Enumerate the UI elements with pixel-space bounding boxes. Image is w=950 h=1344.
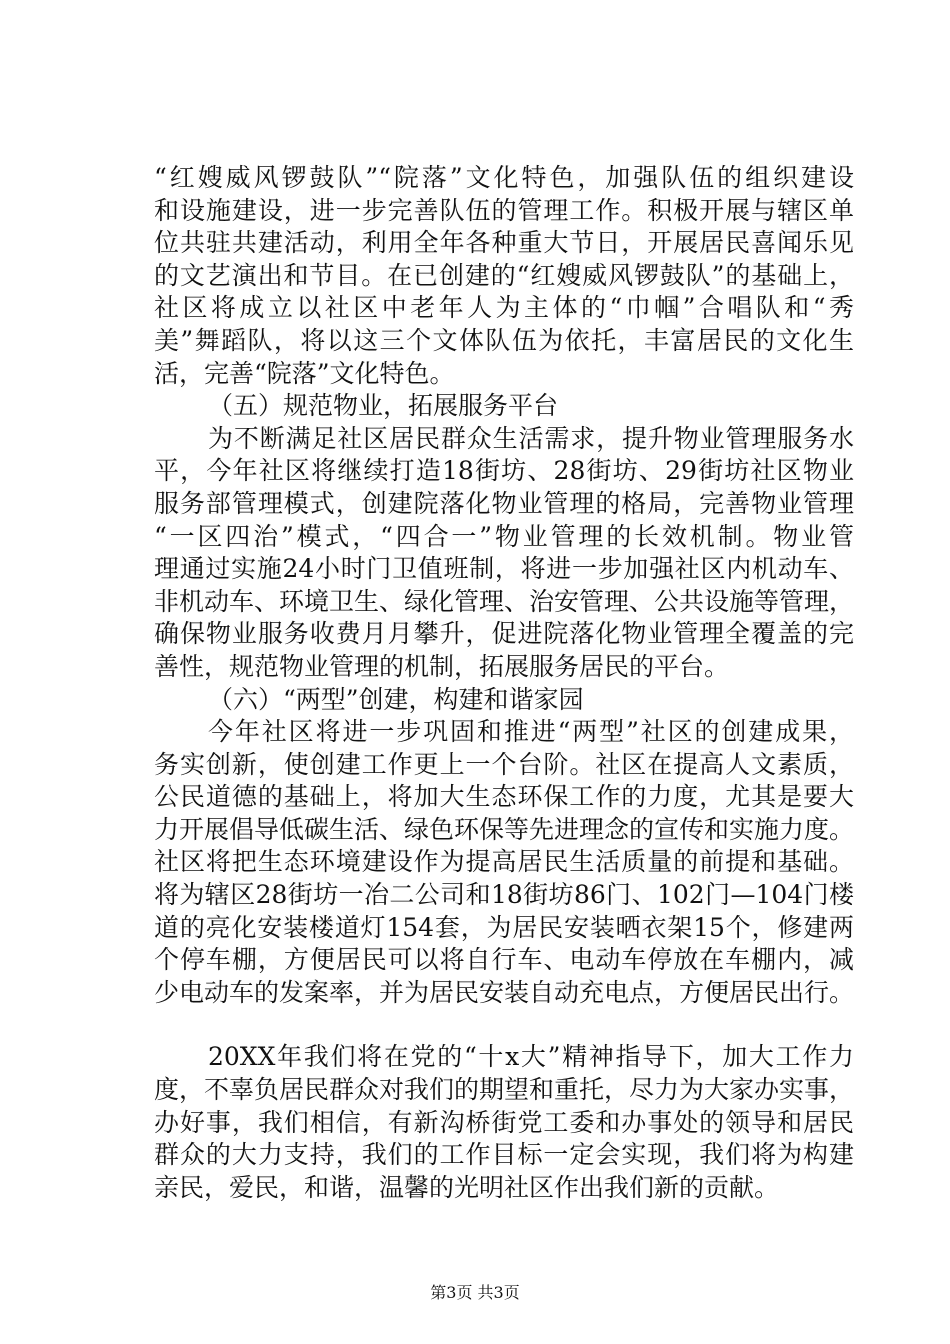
paragraph-line: 力开展倡导低碳生活、绿色环保等先进理念的宣传和实施力度。 [154,814,855,844]
paragraph-line: 个停车棚，方便居民可以将自行车、电动车停放在车棚内，减 [154,945,854,975]
paragraph-line: 活，完善“院落”文化特色。 [154,358,455,388]
paragraph-line: 服务部管理模式，创建院落化物业管理的格局，完善物业管理 [154,488,854,518]
paragraph-line: 位共驻共建活动，利用全年各种重大节日，开展居民喜闻乐见 [154,228,854,258]
paragraph-line: 和设施建设，进一步完善队伍的管理工作。积极开展与辖区单 [154,195,854,225]
paragraph-line: 公民道德的基础上，将加大生态环保工作的力度，尤其是要大 [154,782,854,812]
paragraph-line: 亲民，爱民，和谐，温馨的光明社区作出我们新的贡献。 [154,1172,780,1202]
paragraph-line: 为不断满足社区居民群众生活需求，提升物业管理服务水 [208,423,854,453]
document-body [154,162,854,1204]
section-heading: （六）“两型”创建，构建和谐家园 [208,684,584,714]
section-heading: （五）规范物业，拓展服务平台 [208,391,559,421]
paragraph-line: “一区四治”模式，“四合一”物业管理的长效机制。物业管 [154,521,854,551]
paragraph-line: 社区将成立以社区中老年人为主体的“巾帼”合唱队和“秀 [154,293,854,323]
paragraph-line: 今年社区将进一步巩固和推进“两型”社区的创建成果， [208,717,854,747]
paragraph-line: 度，不辜负居民群众对我们的期望和重托，尽力为大家办实事， [154,1075,855,1105]
paragraph-line: 平，今年社区将继续打造18街坊、28街坊、29街坊社区物业 [154,456,854,486]
paragraph-line: 确保物业服务收费月月攀升，促进院落化物业管理全覆盖的完 [154,619,854,649]
paragraph-line: 社区将把生态环境建设作为提高居民生活质量的前提和基础。 [154,847,854,877]
paragraph-line: 理通过实施24小时门卫值班制，将进一步加强社区内机动车、 [154,554,854,584]
paragraph-line: 善性，规范物业管理的机制，拓展服务居民的平台。 [154,651,730,681]
paragraph-line: “红嫂威风锣鼓队”“院落”文化特色，加强队伍的组织建设 [154,163,854,192]
paragraph-line: 少电动车的发案率，并为居民安装自动充电点，方便居民出行。 [154,977,855,1007]
paragraph-gap [154,1009,854,1041]
paragraph-line: 群众的大力支持，我们的工作目标一定会实现，我们将为构建 [154,1140,854,1170]
paragraph-line: 美”舞蹈队，将以这三个文体队伍为依托，丰富居民的文化生 [154,325,854,355]
paragraph-line: 道的亮化安装楼道灯154套，为居民安装晒衣架15个，修建两 [154,912,854,942]
paragraph-line: 20XX年我们将在党的“十x大”精神指导下，加大工作力 [208,1042,854,1072]
paragraph-line: 非机动车、环境卫生、绿化管理、治安管理、公共设施等管理， [154,586,855,616]
paragraph-line: 务实创新，使创建工作更上一个台阶。社区在提高人文素质， [154,749,854,779]
paragraph-line: 将为辖区28街坊一冶二公司和18街坊86门、102门—104门楼 [154,880,854,910]
paragraph-line: 的文艺演出和节目。在已创建的“红嫂威风锣鼓队”的基础上， [154,260,854,290]
paragraph-line: 办好事，我们相信，有新沟桥街党工委和办事处的领导和居民 [154,1107,854,1137]
page-number-footer: 第3页 共3页 [430,1283,520,1302]
